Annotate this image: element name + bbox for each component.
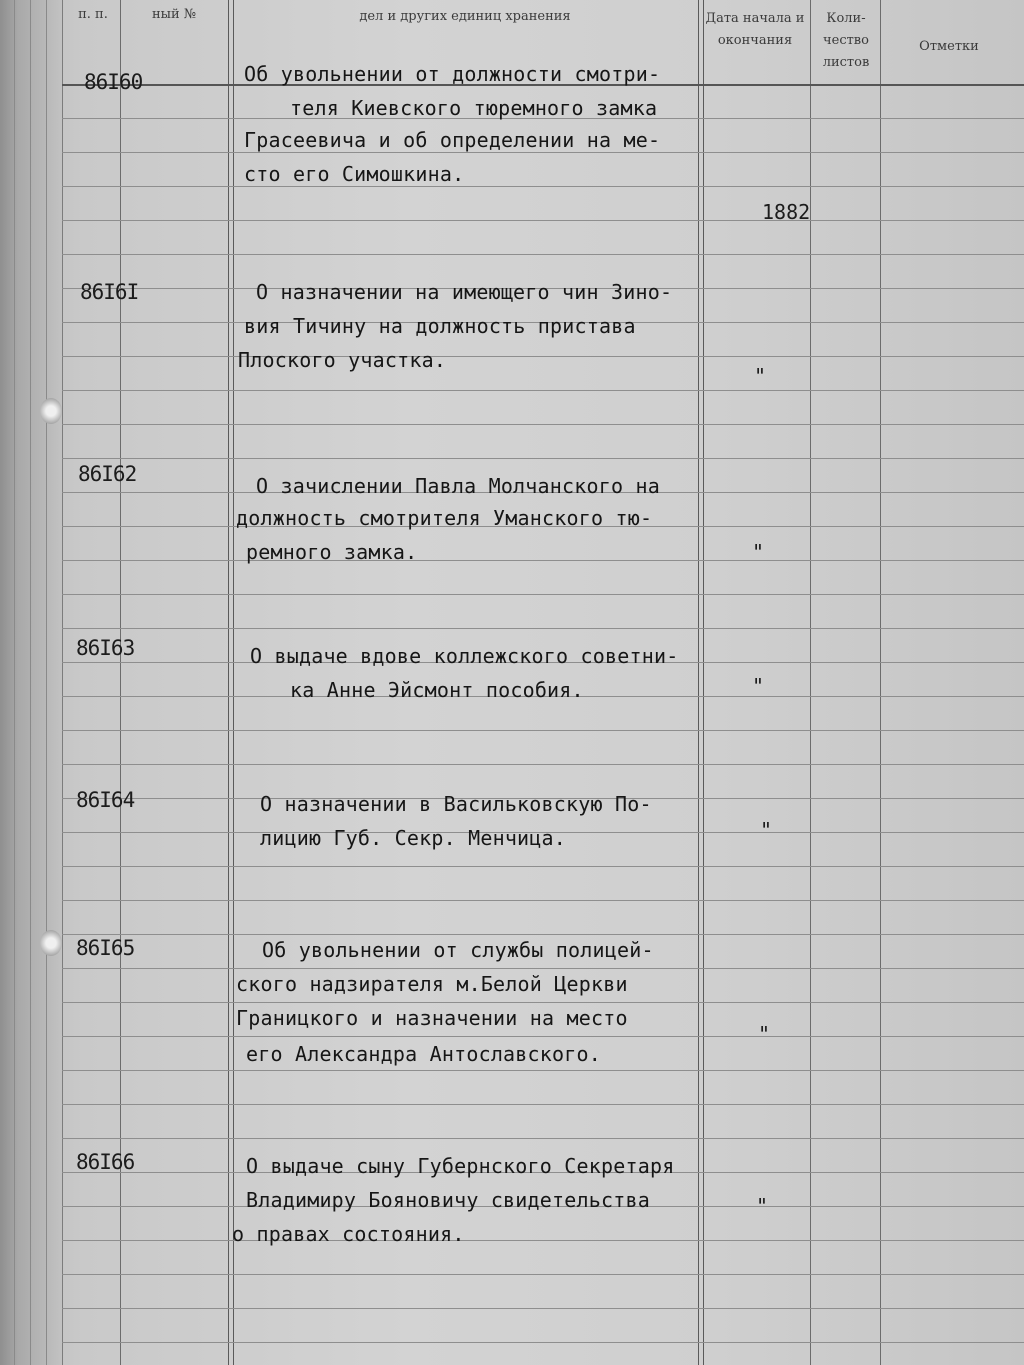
entry-date: " <box>754 364 767 388</box>
ruled-line <box>62 1104 1024 1105</box>
header-col-item: ный № <box>151 7 197 22</box>
entry-line: Плоского участка. <box>238 348 447 372</box>
ruled-line <box>62 900 1024 901</box>
entry-number: 86I63 <box>76 636 135 660</box>
entry-date: " <box>758 1022 771 1046</box>
ruled-line <box>62 254 1024 255</box>
ruled-line <box>62 424 1024 425</box>
header-col-sheets: Коли-чество листов <box>822 11 870 70</box>
entry-line: О назначении в Васильковскую По- <box>260 792 652 816</box>
ruled-line <box>62 1240 1024 1241</box>
entry-line: Владимиру Бояновичу свидетельства <box>246 1188 650 1212</box>
ruled-line <box>62 560 1024 561</box>
entry-number: 86I64 <box>76 788 135 812</box>
entry-date: 1882 <box>762 200 811 224</box>
binding-line <box>14 0 15 1365</box>
ruled-line <box>62 1308 1024 1309</box>
entry-line: Об увольнении от службы полицей- <box>262 938 654 962</box>
entry-line: О выдаче сыну Губернского Секретаря <box>246 1154 675 1178</box>
entry-line: О назначении на имеющего чин Зино- <box>256 280 673 304</box>
entry-line: вия Тичину на должность пристава <box>244 314 636 338</box>
ruled-line <box>62 390 1024 391</box>
entry-date: " <box>760 818 773 842</box>
binding-strip <box>0 0 63 1365</box>
header-col-dates: Дата начала и окончания <box>705 11 805 48</box>
entry-line: ремного замка. <box>246 540 418 564</box>
ruled-line <box>62 628 1024 629</box>
entry-line: теля Киевского тюремного замка <box>290 96 658 120</box>
ruled-line <box>62 1274 1024 1275</box>
header-col-notes: Отметки <box>919 39 979 54</box>
header-col-num: п. п. <box>78 7 108 22</box>
entry-number: 86I60 <box>84 70 143 94</box>
entry-line: лицию Губ. Секр. Менчица. <box>260 826 567 850</box>
entry-line: О выдаче вдове коллежского советни- <box>250 644 679 668</box>
binding-line <box>46 0 47 1365</box>
entry-line: Границкого и назначении на место <box>236 1006 628 1030</box>
entry-line: Грасеевича и об определении на ме- <box>244 128 661 152</box>
binding-hole <box>40 930 62 956</box>
ruled-line <box>62 186 1024 187</box>
ruled-line <box>62 1036 1024 1037</box>
column-divider <box>698 0 704 1365</box>
entry-number: 86I6I <box>80 280 139 304</box>
ruled-line <box>62 764 1024 765</box>
entry-line: сто его Симошкина. <box>244 162 465 186</box>
entry-line: должность смотрителя Уманского тю- <box>236 506 653 530</box>
ruled-line <box>62 458 1024 459</box>
entry-line: Об увольнении от должности смотри- <box>244 62 661 86</box>
entry-line: о правах состояния. <box>232 1222 465 1246</box>
ruled-line <box>62 1138 1024 1139</box>
entry-date: " <box>752 540 765 564</box>
column-divider <box>228 0 234 1365</box>
ruled-line <box>62 730 1024 731</box>
ruled-line <box>62 1342 1024 1343</box>
header-col-title: дел и других единиц хранения <box>359 9 571 24</box>
entry-line: О зачислении Павла Молчанского на <box>256 474 660 498</box>
entry-line: ского надзирателя м.Белой Церкви <box>236 972 628 996</box>
entry-line: ка Анне Эйсмонт пособия. <box>290 678 584 702</box>
ruled-line <box>62 356 1024 357</box>
binding-hole <box>40 398 62 424</box>
entry-number: 86I65 <box>76 936 135 960</box>
ruled-line <box>62 866 1024 867</box>
entry-date: " <box>752 674 765 698</box>
entry-number: 86I62 <box>78 462 137 486</box>
binding-line <box>30 0 31 1365</box>
entry-number: 86I66 <box>76 1150 135 1174</box>
ruled-line <box>62 220 1024 221</box>
entry-line: его Александра Антославского. <box>246 1042 601 1066</box>
entry-date: " <box>756 1194 769 1218</box>
ruled-line <box>62 594 1024 595</box>
column-divider <box>880 0 881 1365</box>
